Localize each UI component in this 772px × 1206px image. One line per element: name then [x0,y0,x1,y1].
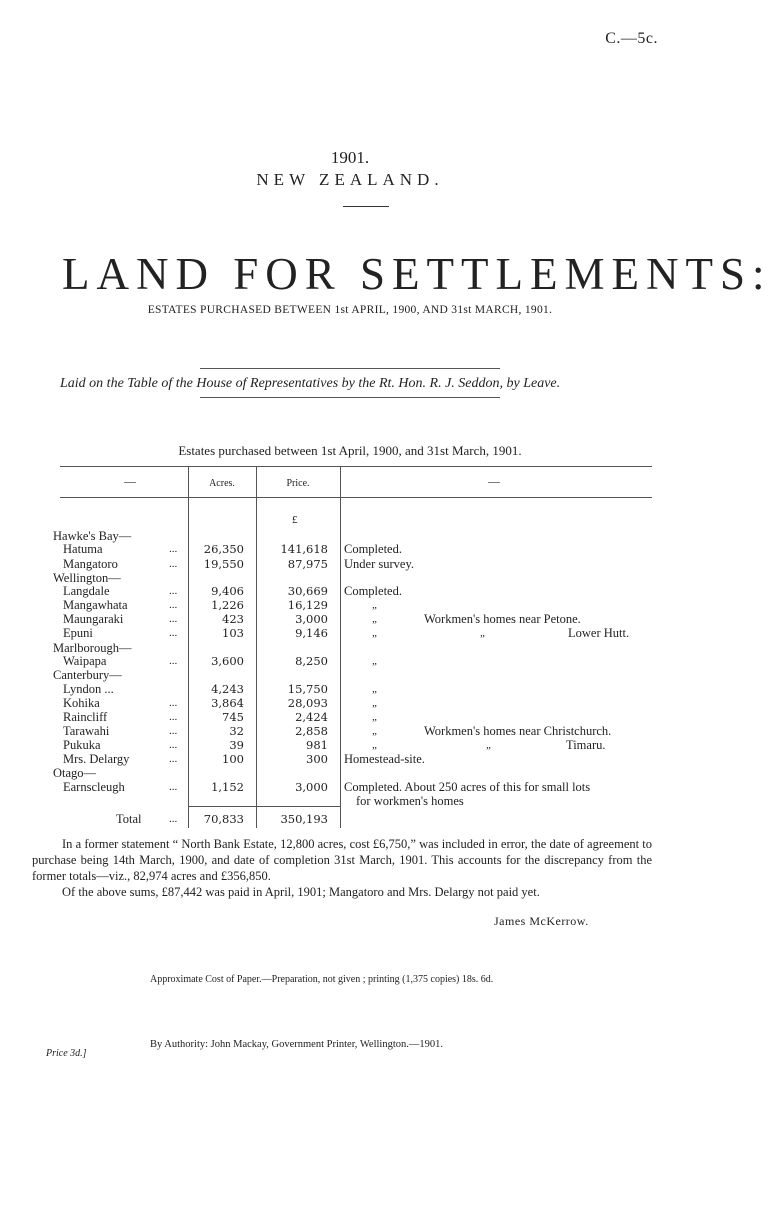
note-text: Lower Hutt. [568,626,630,640]
estate-name: Waipapa [63,654,107,668]
acres-value: 4,243 [211,682,244,696]
estate-name: Pukuka [63,738,101,752]
ditto-mark: „ [372,725,379,737]
acres-value: 9,406 [211,584,244,598]
document-year: 1901. [330,148,370,167]
ditto-mark: „ [372,599,379,611]
acres-value: 39 [229,738,244,752]
acres-value: 1,152 [211,780,244,794]
note-text: Workmen's homes near Christchurch. [424,724,612,738]
price-value: 9,146 [295,626,328,640]
leader-dots: ... [169,558,178,570]
ditto-mark: „ [486,739,493,751]
page-subtitle: ESTATES PURCHASED BETWEEN 1st APRIL, 1900, AND 31st MARCH, 1901. [147,304,553,316]
country-heading: NEW ZEALAND. [256,170,444,189]
estate-name: Raincliff [63,710,108,724]
price-value: 30,669 [287,584,328,598]
divider [343,206,389,207]
estate-name: Mangawhata [63,598,128,612]
estate-name: Earnscleugh [63,780,125,794]
currency-symbol: £ [292,514,298,526]
leader-dots: ... [169,725,178,737]
acres-value: 103 [222,626,244,640]
price-value: 981 [306,738,328,752]
leader-dots: ... [169,781,178,793]
ditto-mark: „ [372,613,379,625]
status-text: Completed. About 250 acres of this for small lots [344,780,591,794]
ditto-mark: „ [480,627,487,639]
status-text: Completed. [344,584,402,598]
price-value: 3,000 [295,612,328,626]
leader-dots: ... [169,543,178,555]
note-text: Workmen's homes near Petone. [424,612,581,626]
status-text: Homestead-site. [344,752,425,766]
leader-dots: ... [169,697,178,709]
status-text-continued: for workmen's homes [356,794,464,808]
ditto-mark: „ [372,683,379,695]
table-header-rule [60,497,652,498]
estate-name: Epuni [63,626,93,640]
ditto-mark: „ [372,739,379,751]
page-title: LAND FOR SETTLEMENTS: [62,249,772,299]
region-label: Marlborough— [53,641,132,655]
acres-value: 19,550 [203,557,244,571]
leader-dots: ... [169,813,178,825]
note-text: Timaru. [566,738,606,752]
price-value: 300 [306,752,328,766]
ditto-mark: „ [372,697,379,709]
estate-name: Mangatoro [63,557,118,571]
leader-dots: ... [169,627,178,639]
ditto-mark: „ [372,711,379,723]
divider [200,397,500,398]
leader-dots: ... [169,753,178,765]
price-value: 15,750 [287,682,328,696]
column-header-acres: Acres. [209,478,235,489]
estate-name: Kohika [63,696,100,710]
document-reference: C.—5c. [605,30,658,47]
column-header-dash: — [488,474,500,488]
estate-name: Tarawahi [63,724,110,738]
price-value: 87,975 [287,557,328,571]
price-value: 3,000 [295,780,328,794]
paragraph: In a former statement “ North Bank Estate, 12,800 acres, cost £6,750,” was included in error, the date of agreement to purchase being 14th March, 1900, and date of completion 31st March, 1901. This accounts for the discrepancy from the former totals—viz., 82,974 acres and £356,850. [32,837,652,883]
status-text: Under survey. [344,557,415,571]
price-value: 28,093 [287,696,328,710]
acres-value: 423 [222,612,244,626]
table-heading: Estates purchased between 1st April, 1900, and 31st March, 1901. [178,443,522,458]
estate-name: Lyndon ... [63,682,114,696]
leader-dots: ... [169,739,178,751]
column-header-dash: — [124,474,136,488]
estate-name: Mrs. Delargy [63,752,130,766]
estate-name: Maungaraki [63,612,124,626]
region-label: Canterbury— [53,668,122,682]
leader-dots: ... [169,585,178,597]
acres-value: 26,350 [203,542,244,556]
total-acres: 70,833 [203,812,244,826]
ditto-mark: „ [372,627,379,639]
region-label: Hawke's Bay— [53,529,132,543]
price-value: 16,129 [287,598,328,612]
acres-value: 1,226 [211,598,244,612]
acres-value: 3,600 [211,654,244,668]
column-rule [188,466,189,828]
price-value: 141,618 [280,542,328,556]
acres-value: 745 [222,710,244,724]
total-price: 350,193 [280,812,328,826]
price-value: 8,250 [295,654,328,668]
leader-dots: ... [169,599,178,611]
printer-imprint: By Authority: John Mackay, Government Printer, Wellington.—1901. [150,1039,443,1050]
estate-name: Langdale [63,584,110,598]
laid-on-table-note: Laid on the Table of the House of Representatives by the Rt. Hon. R. J. Seddon, by Leave. [60,376,561,391]
estate-name: Hatuma [63,542,103,556]
total-label: Total [116,812,142,826]
status-text: Completed. [344,542,402,556]
price-value: 2,858 [295,724,328,738]
paragraph: Of the above sums, £87,442 was paid in April, 1901; Mangatoro and Mrs. Delargy not paid yet. [62,885,540,899]
acres-value: 32 [229,724,244,738]
price-value: 2,424 [295,710,328,724]
region-label: Wellington— [53,571,121,585]
column-rule [256,466,257,828]
divider [200,368,500,369]
total-rule [188,806,340,807]
acres-value: 100 [222,752,244,766]
column-header-price: Price. [286,478,310,489]
column-rule [340,466,341,828]
leader-dots: ... [169,613,178,625]
ditto-mark: „ [372,655,379,667]
leader-dots: ... [169,655,178,667]
price-tag: Price 3d.] [46,1048,87,1059]
cost-note: Approximate Cost of Paper.—Preparation, not given ; printing (1,375 copies) 18s. 6d. [150,974,494,985]
region-label: Otago— [53,766,97,780]
acres-value: 3,864 [211,696,244,710]
signature: James McKerrow. [494,914,589,928]
leader-dots: ... [169,711,178,723]
table-top-rule [60,466,652,467]
